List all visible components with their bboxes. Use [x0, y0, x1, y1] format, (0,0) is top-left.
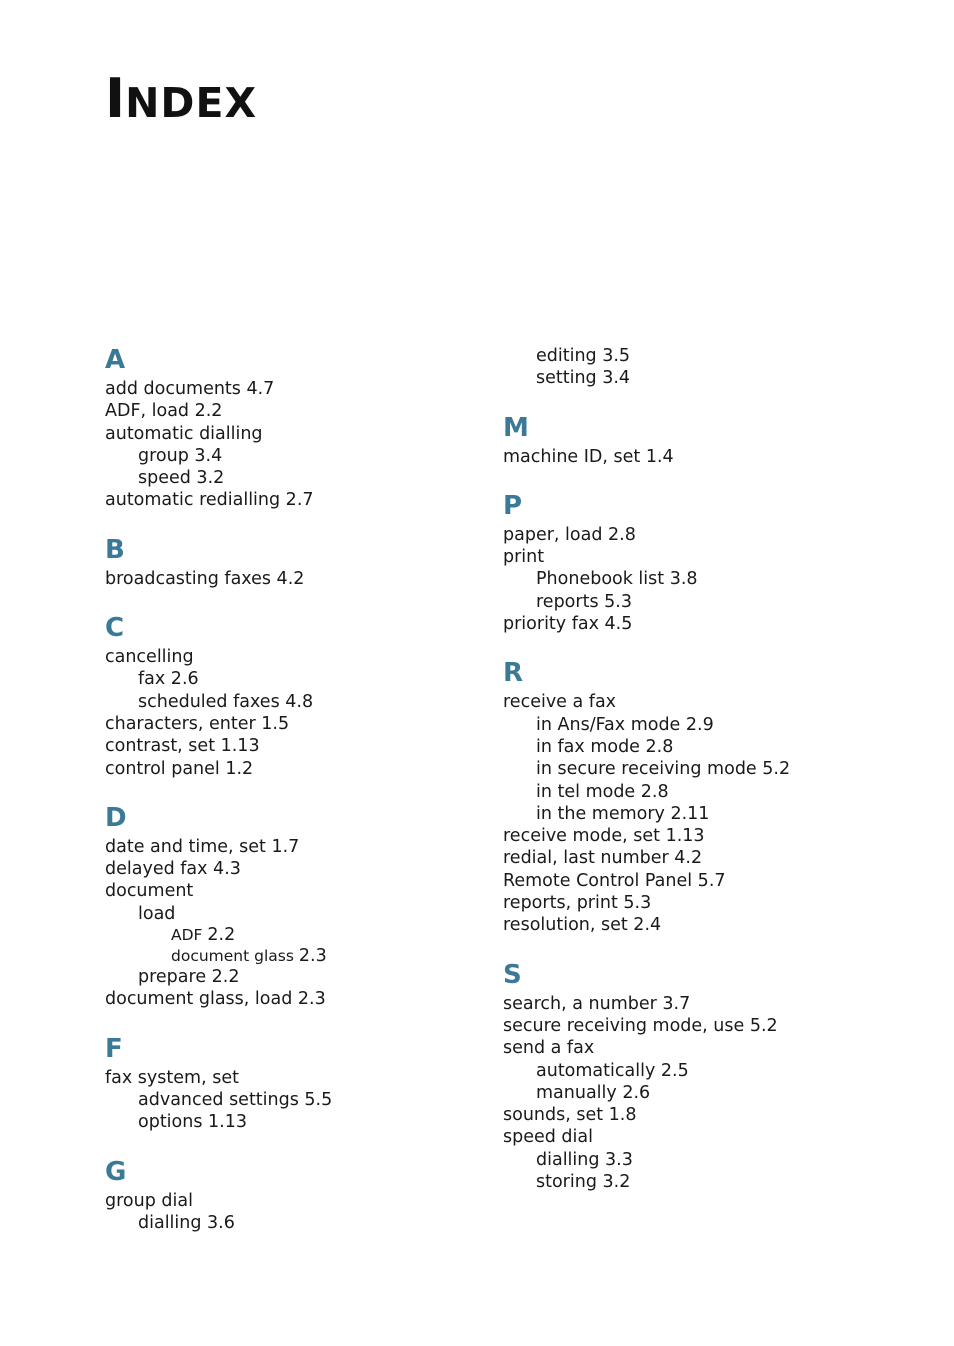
- index-subentry: setting 3.4: [536, 368, 631, 389]
- index-subentry: prepare 2.2: [138, 967, 240, 988]
- section-letter: B: [105, 534, 125, 565]
- index-subentry: in secure receiving mode 5.2: [536, 759, 791, 780]
- subsubentry-page: 2.2: [207, 925, 236, 946]
- index-subentry: speed 3.2: [138, 468, 225, 489]
- index-entry: document glass, load 2.3: [105, 989, 326, 1010]
- index-entry: resolution, set 2.4: [503, 915, 662, 936]
- index-entry: characters, enter 1.5: [105, 713, 290, 734]
- section-letter: C: [105, 613, 125, 644]
- index-entry: cancelling: [105, 647, 194, 668]
- index-entry: priority fax 4.5: [503, 614, 633, 635]
- index-subentry: manually 2.6: [536, 1082, 651, 1103]
- index-subsubentry: [105, 925, 495, 946]
- index-subentry: editing 3.5: [536, 346, 631, 366]
- index-entry: send a fax: [503, 1038, 595, 1059]
- index-entry: search, a number 3.7: [503, 993, 691, 1014]
- index-entry: receive a fax: [503, 692, 617, 713]
- index-subsubentry: [105, 946, 495, 967]
- index-section-s: [503, 957, 923, 1194]
- subsubentry-page: 2.3: [298, 945, 327, 966]
- index-entry: contrast, set 1.13: [105, 736, 260, 757]
- index-entry: redial, last number 4.2: [503, 848, 703, 869]
- title-rest: NDEX: [125, 79, 258, 127]
- index-entry: secure receiving mode, use 5.2: [503, 1015, 778, 1036]
- index-subentry: options 1.13: [138, 1112, 247, 1133]
- index-section-m: [503, 410, 923, 468]
- index-entry: date and time, set 1.7: [105, 836, 300, 857]
- index-entry: broadcasting faxes 4.2: [105, 568, 305, 589]
- index-section-c: [105, 610, 495, 780]
- index-subentry: group 3.4: [138, 445, 223, 466]
- index-subentry: Phonebook list 3.8: [536, 569, 698, 590]
- index-entry: machine ID, set 1.4: [503, 446, 674, 467]
- index-section-d: [105, 800, 495, 1011]
- index-entry: add documents 4.7: [105, 379, 275, 399]
- index-column-left: [105, 342, 495, 1234]
- index-section-a: [105, 342, 495, 512]
- index-entry: Remote Control Panel 5.7: [503, 870, 726, 891]
- index-entry: fax system, set: [105, 1067, 239, 1088]
- index-entry: print: [503, 547, 545, 568]
- index-subentry: in the memory 2.11: [536, 803, 710, 824]
- index-entry: sounds, set 1.8: [503, 1105, 637, 1126]
- index-entry: ADF, load 2.2: [105, 401, 223, 422]
- section-letter: F: [105, 1033, 123, 1064]
- section-letter: G: [105, 1156, 127, 1187]
- index-entry: receive mode, set 1.13: [503, 826, 705, 847]
- index-section-r: [503, 655, 923, 936]
- index-subentry: dialling 3.3: [536, 1149, 633, 1170]
- index-section-f: [105, 1031, 495, 1134]
- index-subentry: in tel mode 2.8: [536, 781, 669, 802]
- index-subentry: in Ans/Fax mode 2.9: [536, 714, 714, 735]
- page-title: [105, 67, 258, 130]
- index-entry: reports, print 5.3: [503, 893, 652, 914]
- index-entry: speed dial: [503, 1127, 593, 1148]
- index-subentry: dialling 3.6: [138, 1212, 235, 1233]
- section-letter: S: [503, 959, 522, 990]
- section-letter: A: [105, 345, 126, 375]
- subsubentry-term: document glass: [171, 946, 294, 965]
- index-entry: automatic redialling 2.7: [105, 490, 314, 511]
- section-letter: R: [503, 658, 524, 689]
- section-letter: D: [105, 802, 127, 833]
- index-subentry: storing 3.2: [536, 1172, 631, 1193]
- index-entry: document: [105, 881, 194, 902]
- index-subentry: in fax mode 2.8: [536, 736, 674, 757]
- index-entry: delayed fax 4.3: [105, 859, 241, 880]
- index-entry: control panel 1.2: [105, 758, 254, 779]
- index-entry: automatic dialling: [105, 423, 263, 444]
- title-initial: I: [105, 67, 126, 130]
- index-section-p: [503, 488, 923, 635]
- index-column-right: [503, 345, 923, 1193]
- index-subentry: reports 5.3: [536, 591, 632, 612]
- subsubentry-term: ADF: [171, 926, 203, 945]
- index-section-b: [105, 532, 495, 590]
- index-section-g: [105, 1154, 495, 1235]
- index-subentry: fax 2.6: [138, 669, 199, 690]
- index-section-g-continued: [503, 345, 923, 390]
- index-subentry: scheduled faxes 4.8: [138, 691, 314, 712]
- index-entry: paper, load 2.8: [503, 524, 636, 545]
- index-entry: group dial: [105, 1190, 193, 1211]
- index-subentry: advanced settings 5.5: [138, 1089, 333, 1110]
- index-subentry: automatically 2.5: [536, 1060, 689, 1081]
- index-subentry: load: [138, 903, 176, 924]
- section-letter: M: [503, 412, 529, 443]
- section-letter: P: [503, 490, 523, 521]
